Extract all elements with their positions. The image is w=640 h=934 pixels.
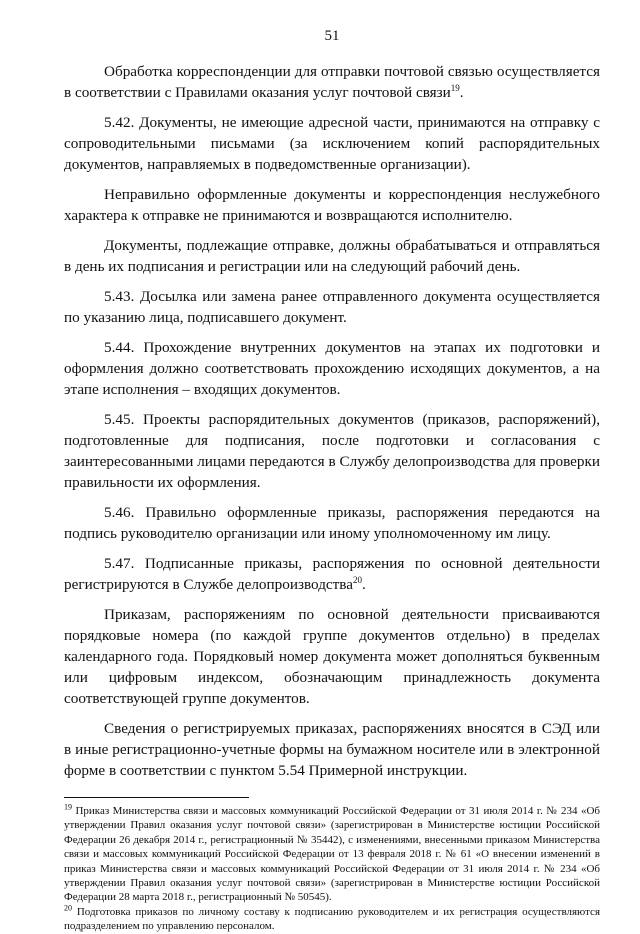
paragraph — [64, 112, 600, 175]
paragraph-text: 5.47. Подписанные приказы, распоряжения по основной деятельности регистрируются в Службе делопроизводства — [64, 555, 600, 593]
paragraph — [64, 553, 600, 595]
footnote-divider — [64, 797, 249, 798]
paragraph — [64, 61, 600, 103]
footnote-mark: 19 — [64, 802, 72, 812]
paragraph-text: Обработка корреспонденции для отправки почтовой связью осуществляется в соответствии с Правилами оказания услуг почтовой связи — [64, 63, 600, 101]
footnote — [64, 905, 600, 934]
footnote-ref: 19 — [450, 82, 460, 93]
footnote-text: Приказ Министерства связи и массовых коммуникаций Российской Федерации от 31 июля 2014 г. № 234 «Об утверждении Правил оказания услуг почтовой связи» (зарегистрирован в Министерстве юстиции Российской Федерации 26 декабря 2014 г., регистрационный № 35442), с изменениями, внесенными приказом Министерства связи и массовых коммуникаций Российской Федерации от 13 февраля 2018 г. № 61 «О внесении изменений в приказ Министерства связи и массовых коммуникаций Российской Федерации от 31 июля 2014 г. № 234 «Об утверждении Правил оказания услуг почтовой связи» (зарегистрирован в Министерстве юстиции Российской Федерации 28 марта 2018 г., регистрационный № 50545). — [64, 805, 600, 904]
paragraph — [64, 184, 600, 226]
paragraph-text: Документы, подлежащие отправке, должны обрабатываться и отправляться в день их подписания и регистрации или на следующий рабочий день. — [64, 237, 600, 275]
paragraph-text: 5.45. Проекты распорядительных документов (приказов, распоряжений), подготовленные для подписания, после подготовки и согласования с заинтересованными лицами передаются в Службу делопроизводства для проверки правильности их оформления. — [64, 411, 600, 491]
paragraph-end: . — [459, 84, 464, 101]
paragraph — [64, 337, 600, 400]
paragraph-text: Приказам, распоряжениям по основной деятельности присваиваются порядковые номера (по каждой группе документов отдельно) в пределах календарного года. Порядковый номер документа может дополняться буквенным или цифровым индексом, обозначающим принадлежность документа соответствующей группе документов. — [64, 606, 600, 707]
paragraph-text: 5.44. Прохождение внутренних документов на этапах их подготовки и оформления должно соответствовать прохождению исходящих документов, а на этапе исполнения – входящих документов. — [64, 339, 600, 398]
footnote — [64, 804, 600, 905]
footnote-text: Подготовка приказов по личному составу к подписанию руководителем и их регистрация осуществляются подразделением по управлению персоналом. — [64, 905, 600, 933]
paragraph — [64, 286, 600, 328]
paragraph — [64, 604, 600, 709]
footnote-mark: 20 — [64, 903, 72, 913]
paragraph — [64, 502, 600, 544]
paragraph — [64, 235, 600, 277]
paragraph-text: 5.46. Правильно оформленные приказы, распоряжения передаются на подпись руководителю организации или иному уполномоченному им лицу. — [64, 504, 600, 542]
paragraph-text: 5.42. Документы, не имеющие адресной части, принимаются на отправку с сопроводительными письмами (за исключением копий распорядительных документов, направляемых в подведомственные организации). — [64, 114, 600, 173]
paragraph-text: Неправильно оформленные документы и корреспонденция неслужебного характера к отправке не принимаются и возвращаются исполнителю. — [64, 186, 600, 224]
paragraph — [64, 718, 600, 781]
body-text — [64, 61, 600, 781]
paragraph — [64, 409, 600, 493]
paragraph-end: . — [362, 576, 366, 593]
paragraph-text: Сведения о регистрируемых приказах, распоряжениях вносятся в СЭД или в иные регистрационно-учетные формы на бумажном носителе или в электронной форме в соответствии с пунктом 5.54 Примерной инструкции. — [64, 720, 600, 779]
page-number: 51 — [324, 28, 340, 44]
paragraph-text: 5.43. Досылка или замена ранее отправленного документа осуществляется по указанию лица, подписавшего документ. — [64, 288, 600, 326]
footnote-ref: 20 — [353, 574, 363, 585]
footnotes — [64, 804, 600, 934]
